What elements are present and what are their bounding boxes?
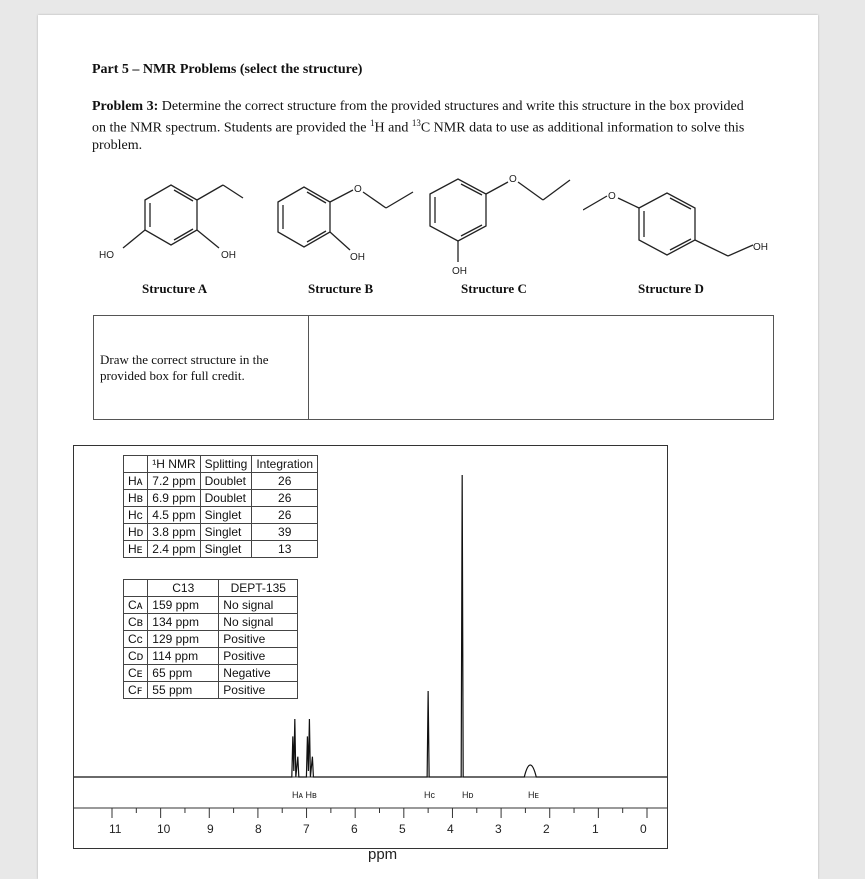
table-cell: Positive <box>219 631 298 648</box>
table-cell: Positive <box>219 682 298 699</box>
nmr-spectrum-plot <box>74 446 667 848</box>
peak-label-hd: Hᴅ <box>462 790 474 800</box>
table-cell: 13 <box>252 541 318 558</box>
table-cell: 65 ppm <box>148 665 219 682</box>
table-cell: Hᴀ <box>124 473 148 490</box>
table-cell: Cᴅ <box>124 648 148 665</box>
table-header-cell: Integration <box>252 456 318 473</box>
table-header-cell: ¹H NMR <box>148 456 200 473</box>
tick-label: 5 <box>399 822 406 836</box>
structure-b-drawing <box>268 170 428 270</box>
problem-label: Problem 3: <box>92 99 159 114</box>
structure-d-group-2: OH <box>753 242 768 253</box>
table-cell: 26 <box>252 490 318 507</box>
structure-c-group-2: OH <box>452 266 467 277</box>
section-heading: Part 5 – NMR Problems (select the structure) <box>92 62 363 77</box>
structure-d-label: Structure D <box>638 281 704 296</box>
spectrum-trace <box>74 475 667 777</box>
structure-d-drawing <box>583 170 783 270</box>
table-cell: 39 <box>252 524 318 541</box>
tick-label: 10 <box>157 822 171 836</box>
table-cell: No signal <box>219 614 298 631</box>
problem-text-h: H and <box>374 120 412 136</box>
peak-label-hc: Hᴄ <box>424 790 435 800</box>
table-cell: 7.2 ppm <box>148 473 200 490</box>
table-cell: 114 ppm <box>148 648 219 665</box>
table-cell: 159 ppm <box>148 597 219 614</box>
table-cell: Hᴅ <box>124 524 148 541</box>
answer-box <box>93 315 774 420</box>
table-header-cell: C13 <box>148 580 219 597</box>
peak-label-ha-hb: Hᴀ Hʙ <box>292 790 317 800</box>
table-header-cell: Splitting <box>200 456 252 473</box>
table-cell: 55 ppm <box>148 682 219 699</box>
structure-b-group-1: O <box>354 184 362 195</box>
nmr-spectrum-panel <box>73 445 668 849</box>
document-page <box>38 15 818 879</box>
table-cell: 26 <box>252 473 318 490</box>
tick-label: 9 <box>207 822 214 836</box>
tick-label: 0 <box>640 822 647 836</box>
tick-label: 4 <box>447 822 454 836</box>
ppm-axis <box>73 807 723 867</box>
table-cell: 129 ppm <box>148 631 219 648</box>
structure-a-label: Structure A <box>142 281 208 296</box>
structure-a-group-2: OH <box>221 250 236 261</box>
tick-label: 7 <box>303 822 310 836</box>
table-cell: Hʙ <box>124 490 148 507</box>
structure-b-label: Structure B <box>308 281 374 296</box>
tick-label: 6 <box>351 822 358 836</box>
table-cell: Hᴇ <box>124 541 148 558</box>
structure-c-label: Structure C <box>461 281 527 296</box>
table-cell: Cʙ <box>124 614 148 631</box>
table-cell: Cᴀ <box>124 597 148 614</box>
table-cell: Singlet <box>200 524 252 541</box>
table-cell: 26 <box>252 507 318 524</box>
x-axis-label: ppm <box>368 846 398 863</box>
sup-1: 1 <box>370 118 375 128</box>
tick-label: 2 <box>543 822 550 836</box>
problem-text-1: Determine the correct structure from the provided structures and write this structure in the box provided on the NMR spectrum. Students are provided the <box>92 99 744 136</box>
table-cell: Hᴄ <box>124 507 148 524</box>
table-cell: Doublet <box>200 473 252 490</box>
structure-a-drawing <box>93 170 253 270</box>
table-cell: Positive <box>219 648 298 665</box>
tick-label: 11 <box>109 822 122 836</box>
tick-label: 8 <box>255 822 262 836</box>
tick-label: 1 <box>592 822 599 836</box>
table-cell: 134 ppm <box>148 614 219 631</box>
sup-13: 13 <box>411 118 421 128</box>
table-header-cell: DEPT-135 <box>219 580 298 597</box>
table-cell: Singlet <box>200 507 252 524</box>
instruction-cell <box>94 316 309 419</box>
table-cell: Singlet <box>200 541 252 558</box>
structure-b-group-2: OH <box>350 252 365 263</box>
drawing-area[interactable] <box>309 316 773 419</box>
structure-d-group-1: O <box>608 191 616 202</box>
table-cell: Cᴄ <box>124 631 148 648</box>
problem-statement <box>92 98 752 154</box>
table-cell: Cᴇ <box>124 665 148 682</box>
structure-a-group-1: HO <box>99 250 114 261</box>
table-cell: No signal <box>219 597 298 614</box>
structure-c-group-1: O <box>509 174 517 185</box>
table-cell: Doublet <box>200 490 252 507</box>
tick-label: 3 <box>495 822 502 836</box>
table-cell: 4.5 ppm <box>148 507 200 524</box>
table-cell: Negative <box>219 665 298 682</box>
problem-text-2: C NMR data to use as additional information to solve this problem. <box>92 120 745 153</box>
table-cell: 3.8 ppm <box>148 524 200 541</box>
table-cell: 6.9 ppm <box>148 490 200 507</box>
table-cell: Cꜰ <box>124 682 148 699</box>
instruction-text: Draw the correct structure in the provided box for full credit. <box>100 352 269 383</box>
table-cell: 2.4 ppm <box>148 541 200 558</box>
structure-c-drawing <box>418 170 588 280</box>
peak-label-he: Hᴇ <box>528 790 539 800</box>
